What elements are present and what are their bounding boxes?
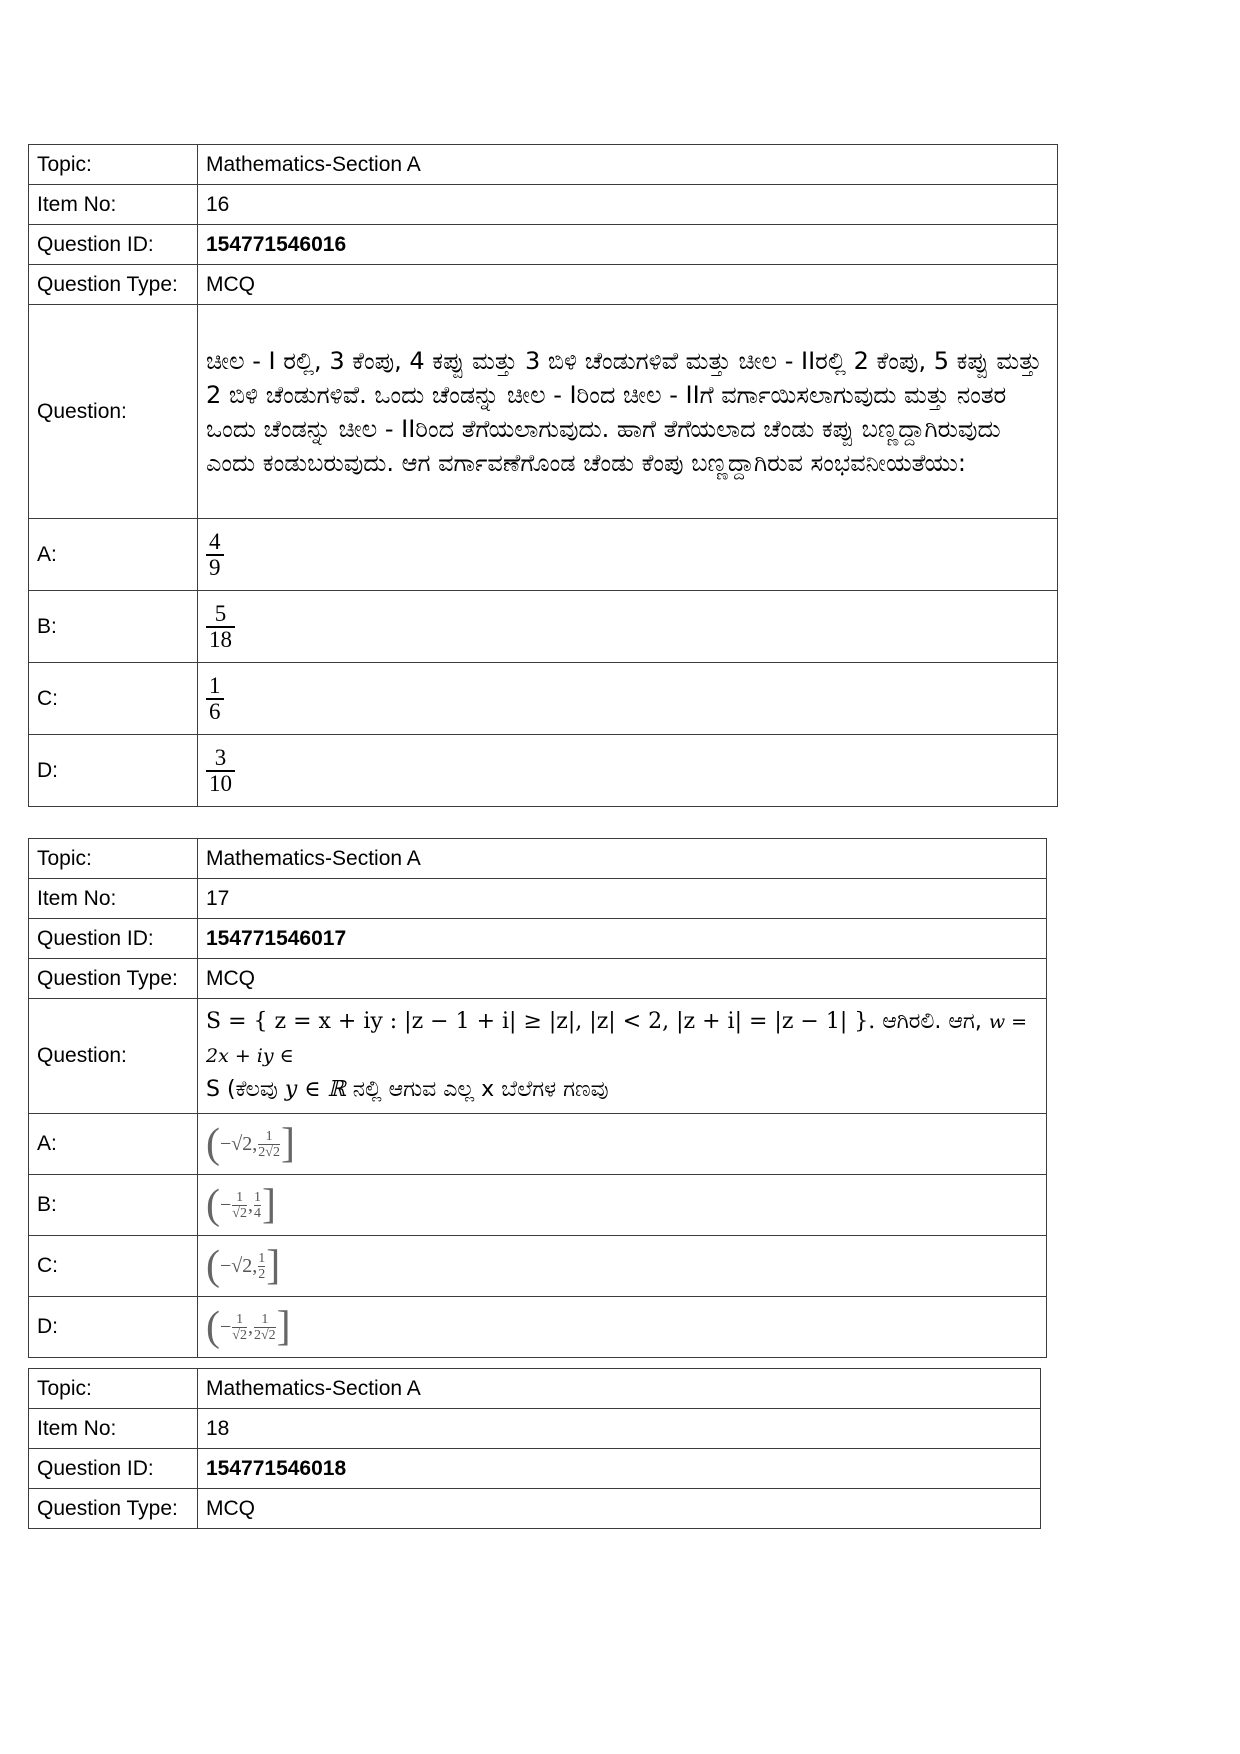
question-id-value: 154771546017: [198, 919, 1047, 959]
topic-value: Mathematics-Section A: [198, 839, 1047, 879]
item-no-value: 18: [198, 1409, 1041, 1449]
option-d-value: [198, 1297, 1047, 1358]
option-b-value: [198, 1175, 1047, 1236]
option-a-interval: ( −√2, 1 2√2 ]: [206, 1121, 295, 1167]
topic-label: Topic:: [29, 839, 198, 879]
item-no-value: 17: [198, 879, 1047, 919]
topic-value: Mathematics-Section A: [198, 145, 1058, 185]
option-d-value: [198, 735, 1058, 807]
option-d-label: D:: [29, 1297, 198, 1358]
option-c-value: [198, 1236, 1047, 1297]
topic-label: Topic:: [29, 1369, 198, 1409]
option-b-interval: ( − $\frac{1}{√2}$ , 1 4 ]: [206, 1182, 276, 1228]
question-type-value: MCQ: [198, 959, 1047, 999]
y-domain: y ∈ ℝ: [284, 1077, 346, 1102]
option-b-value: [198, 591, 1058, 663]
question-label: Question:: [29, 305, 198, 519]
question-16-table: [28, 144, 1058, 807]
option-c-label: C:: [29, 1236, 198, 1297]
topic-value: Mathematics-Section A: [198, 1369, 1041, 1409]
question-kn-part-3: ನಲ್ಲಿ ಆಗುವ ಎಲ್ಲ x ಬೆಲೆಗಳ ಗಣವು: [352, 1077, 609, 1102]
option-a-value: [198, 1114, 1047, 1175]
question-type-label: Question Type:: [29, 1489, 198, 1529]
option-d-fraction: $\frac{3}{10}$: [206, 746, 235, 796]
question-label: Question:: [29, 999, 198, 1114]
question-type-label: Question Type:: [29, 959, 198, 999]
option-d-interval: ( − $\frac{1}{√2}$ , 1 2√2 ]: [206, 1304, 291, 1350]
item-no-label: Item No:: [29, 879, 198, 919]
question-line-1: [206, 999, 1038, 1073]
option-b-fraction: $\frac{5}{18}$: [206, 602, 235, 652]
topic-label: Topic:: [29, 145, 198, 185]
question-id-label: Question ID:: [29, 225, 198, 265]
option-c-value: [198, 663, 1058, 735]
option-a-label: A:: [29, 1114, 198, 1175]
question-type-value: MCQ: [198, 265, 1058, 305]
question-id-label: Question ID:: [29, 919, 198, 959]
option-d-label: D:: [29, 735, 198, 807]
option-c-fraction: $\frac{1}{6}$: [206, 674, 224, 724]
question-17-table: [28, 838, 1047, 1358]
option-b-label: B:: [29, 1175, 198, 1236]
option-a-fraction: $\frac{4}{9}$: [206, 530, 224, 580]
question-id-label: Question ID:: [29, 1449, 198, 1489]
question-18-table: [28, 1368, 1041, 1529]
option-b-label: B:: [29, 591, 198, 663]
question-line-2: [206, 1073, 1038, 1113]
question-text: [198, 999, 1047, 1114]
option-c-interval: ( −√2, 1 2 ]: [206, 1243, 281, 1289]
option-a-label: A:: [29, 519, 198, 591]
question-type-value: MCQ: [198, 1489, 1041, 1529]
question-id-value: 154771546016: [198, 225, 1058, 265]
question-type-label: Question Type:: [29, 265, 198, 305]
option-a-value: [198, 519, 1058, 591]
question-kn-part-1: ಆಗಿರಲಿ. ಆಗ,: [882, 1009, 982, 1034]
question-id-value: 154771546018: [198, 1449, 1041, 1489]
item-no-label: Item No:: [29, 1409, 198, 1449]
option-c-label: C:: [29, 663, 198, 735]
question-kn-part-2: S (ಕೆಲವು: [206, 1077, 278, 1102]
w-definition: w = 2x + iy ∈: [206, 1011, 1028, 1067]
item-no-value: 16: [198, 185, 1058, 225]
set-definition: S = { z = x + iy : |z − 1 + i| ≥ |z|, |z| < 2, |z + i| = |z − 1| }.: [206, 1009, 876, 1034]
item-no-label: Item No:: [29, 185, 198, 225]
question-text: ಚೀಲ - I ರಲ್ಲಿ, 3 ಕೆಂಪು, 4 ಕಪ್ಪು ಮತ್ತು 3 ಬಿಳಿ ಚೆಂಡುಗಳಿವೆ ಮತ್ತು ಚೀಲ - IIರಲ್ಲಿ 2 ಕೆಂಪು, 5 ಕಪ್ಪು ಮತ್ತು 2 ಬಿಳಿ ಚೆಂಡುಗಳಿವೆ. ಒಂದು ಚೆಂಡನ್ನು ಚೀಲ - Iರಿಂದ ಚೀಲ - IIಗೆ ವರ್ಗಾಯಿಸಲಾಗುವುದು ಮತ್ತು ನಂತರ ಒಂದು ಚೆಂಡನ್ನು ಚೀಲ - IIರಿಂದ ತೆಗೆಯಲಾಗುವುದು. ಹಾಗೆ ತೆಗೆಯಲಾದ ಚೆಂಡು ಕಪ್ಪು ಬಣ್ಣದ್ದಾಗಿರುವುದು ಎಂದು ಕಂಡುಬರುವುದು. ಆಗ ವರ್ಗಾವಣೆಗೊಂಡ ಚೆಂಡು ಕೆಂಪು ಬಣ್ಣದ್ದಾಗಿರುವ ಸಂಭವನೀಯತೆಯು:: [198, 305, 1058, 519]
